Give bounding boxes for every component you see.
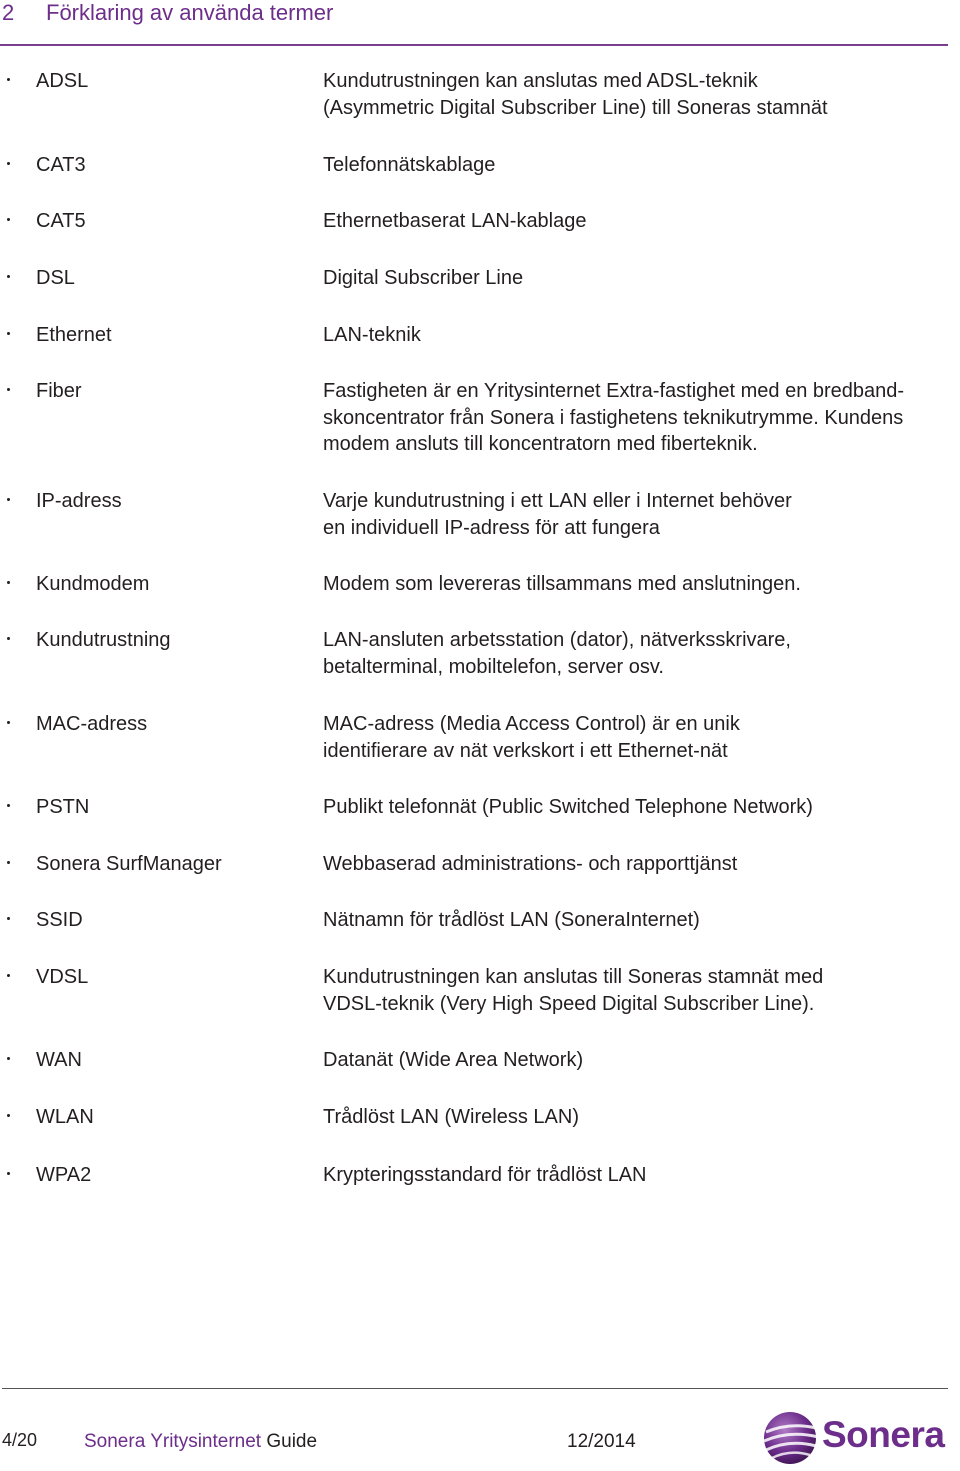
bullet-icon [7,332,10,335]
definition-line: Datanät (Wide Area Network) [323,1049,584,1071]
definition-line: betalterminal, mobiltelefon, server osv. [323,655,664,678]
definition-line: Fastigheten är en Yritysinternet Extra-fastighet med en bredband- [323,380,905,402]
definition-line: LAN-ansluten arbetsstation (dator), nätverksskrivare, [323,629,791,651]
term-label: WLAN [36,1106,94,1128]
term-definition [323,964,953,1017]
guide-title [84,1431,317,1453]
guide-brand: Sonera Yritysinternet [84,1431,262,1452]
term-definition [323,627,953,680]
term-definition [323,1047,953,1074]
definition-line: Webbaserad administrations- och rapporttjänst [323,853,738,875]
definition-line: Nätnamn för trådlöst LAN (SoneraInternet) [323,909,700,931]
bullet-icon [7,917,10,920]
definition-line: Trådlöst LAN (Wireless LAN) [323,1106,579,1128]
term-definition [323,322,953,349]
section-number: 2 [2,0,15,25]
definition-line: Digital Subscriber Line [323,267,524,289]
term-label: Sonera SurfManager [36,853,222,875]
bullet-icon [7,861,10,864]
sonera-logo [762,1408,952,1466]
term-label: Kundutrustning [36,629,171,651]
term-label: VDSL [36,966,89,988]
bullet-icon [7,637,10,640]
term-label: WPA2 [36,1164,92,1186]
footer-divider [2,1388,948,1389]
term-definition [323,851,953,878]
term-definition [323,711,953,764]
definition-line: en individuell IP-adress för att fungera [323,516,660,539]
bullet-icon [7,498,10,501]
term-label: IP-adress [36,490,122,512]
term-label: SSID [36,909,83,931]
bullet-icon [7,78,10,81]
bullet-icon [7,721,10,724]
definition-line: modem ansluts till koncentratorn med fiberteknik. [323,433,758,455]
definition-line: skoncentrator från Sonera i fastighetens teknikutrymme. Kundens [323,406,904,429]
definition-line: Kundutrustningen kan anslutas med ADSL-teknik [323,70,758,92]
definition-line: identifierare av nät verkskort i ett Ethernet-nät [323,739,728,762]
publication-date: 12/2014 [567,1431,636,1452]
term-definition [323,488,953,541]
term-definition [323,1162,953,1189]
definition-line: Ethernetbaserat LAN-kablage [323,210,587,232]
term-definition [323,265,953,292]
definition-line: VDSL-teknik (Very High Speed Digital Subscriber Line). [323,992,815,1015]
term-label: ADSL [36,70,89,92]
bullet-icon [7,1114,10,1117]
term-definition [323,907,953,934]
term-label: Kundmodem [36,573,150,595]
definition-line: Telefonnätskablage [323,154,496,176]
definition-line: MAC-adress (Media Access Control) är en unik [323,713,740,735]
term-definition [323,378,953,458]
term-definition [323,794,953,821]
definition-line: Krypteringsstandard för trådlöst LAN [323,1164,647,1186]
definition-line: Publikt telefonnät (Public Switched Telephone Network) [323,796,813,818]
page-number: 4/20 [2,1430,38,1450]
term-definition [323,1104,953,1131]
bullet-icon [7,1057,10,1060]
term-label: MAC-adress [36,713,148,735]
section-heading [0,0,948,46]
definition-line: Modem som levereras tillsammans med anslutningen. [323,573,801,595]
term-label: CAT3 [36,154,86,176]
bullet-icon [7,275,10,278]
term-definition [323,152,953,179]
term-label: Fiber [36,380,82,402]
bullet-icon [7,804,10,807]
term-definition [323,208,953,235]
definition-line: (Asymmetric Digital Subscriber Line) till Soneras stamnät [323,96,828,119]
section-title: Förklaring av använda termer [46,0,334,25]
bullet-icon [7,1172,10,1175]
guide-suffix: Guide [261,1431,318,1452]
term-definition [323,68,953,121]
bullet-icon [7,974,10,977]
definition-line: Varje kundutrustning i ett LAN eller i Internet behöver [323,490,792,512]
logo-wordmark: Sonera [822,1414,945,1455]
term-label: Ethernet [36,324,112,346]
term-label: DSL [36,267,75,289]
bullet-icon [7,218,10,221]
term-label: WAN [36,1049,82,1071]
term-label: PSTN [36,796,90,818]
term-label: CAT5 [36,210,86,232]
bullet-icon [7,581,10,584]
definition-line: Kundutrustningen kan anslutas till Soneras stamnät med [323,966,824,988]
sonera-globe-icon [762,1408,822,1466]
definition-line: LAN-teknik [323,324,421,346]
bullet-icon [7,388,10,391]
bullet-icon [7,162,10,165]
term-definition [323,571,953,598]
